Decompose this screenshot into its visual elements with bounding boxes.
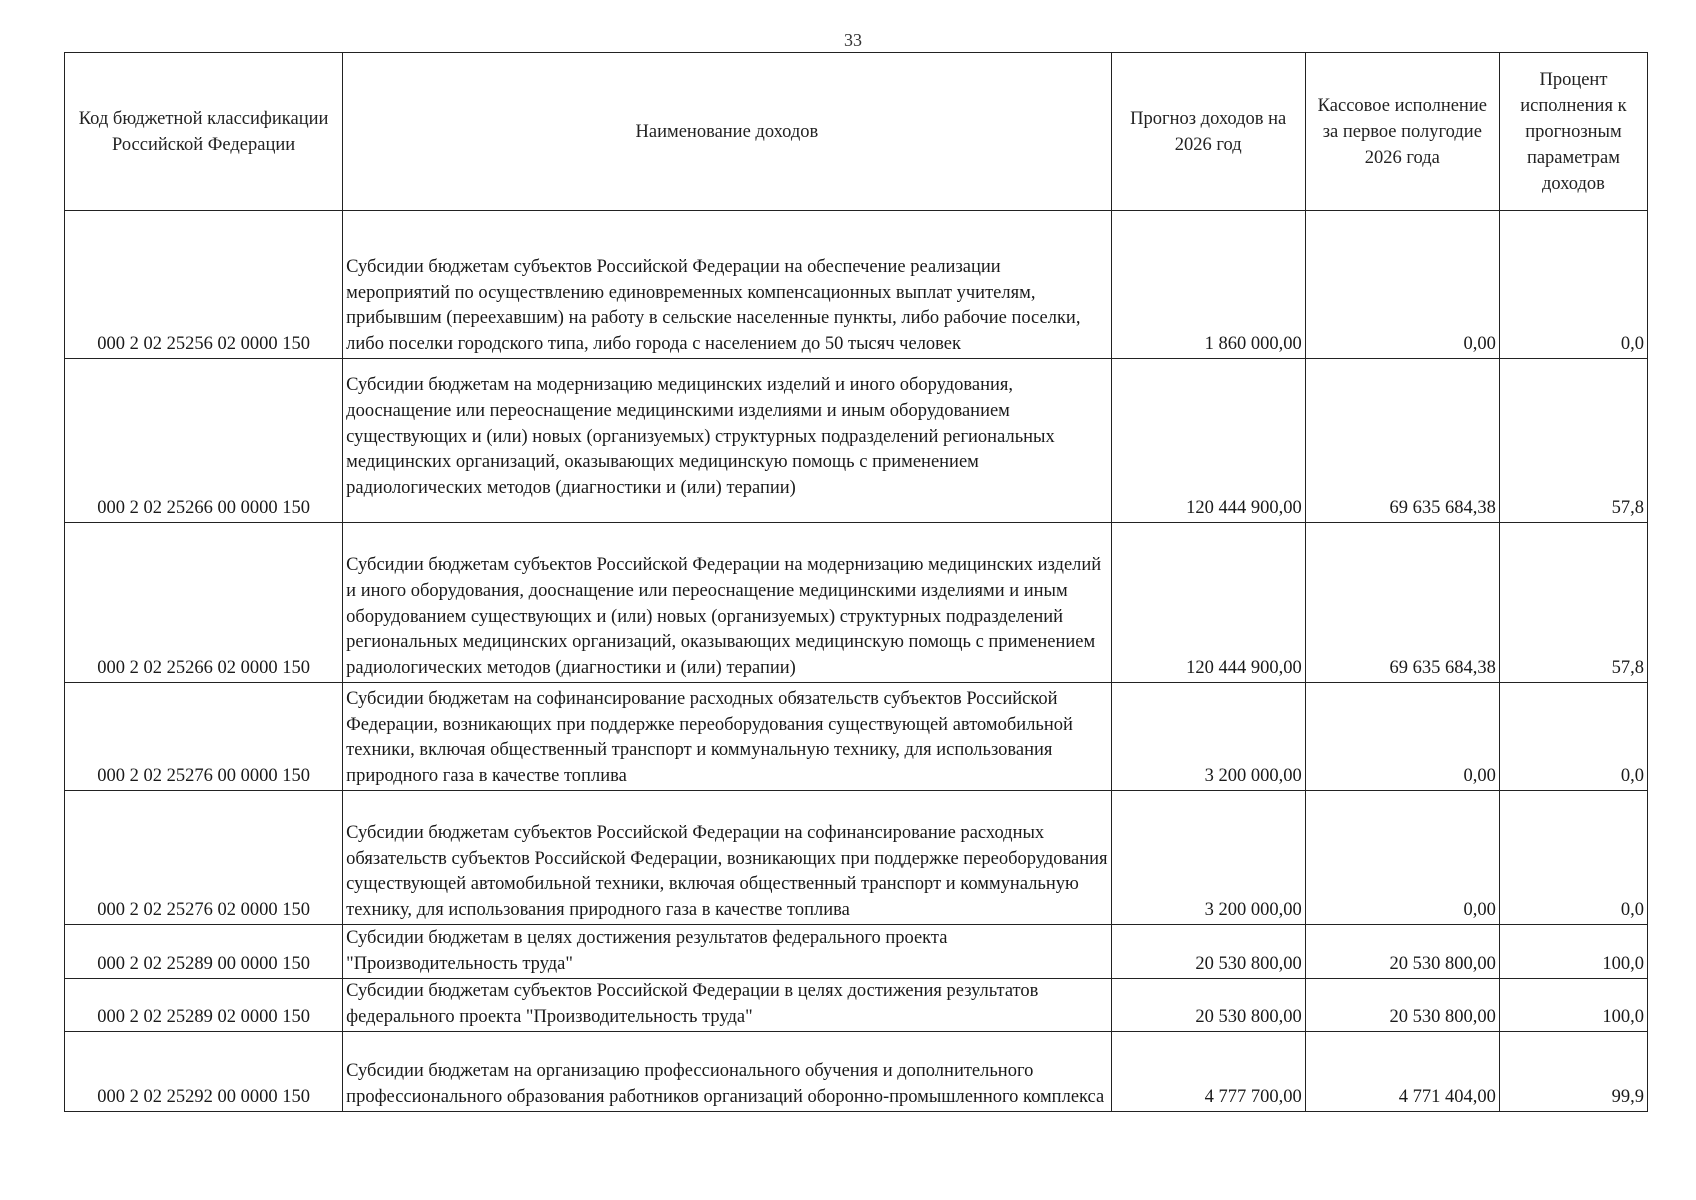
row-execution: 0,00	[1305, 211, 1499, 359]
row-execution: 20 530 800,00	[1305, 979, 1499, 1032]
table-row	[65, 1031, 1648, 1111]
table-row	[65, 211, 1648, 359]
revenue-table	[64, 52, 1648, 1112]
row-plan: 3 200 000,00	[1111, 791, 1305, 925]
row-plan: 20 530 800,00	[1111, 925, 1305, 979]
row-percent: 100,0	[1499, 979, 1647, 1032]
table-row	[65, 523, 1648, 683]
row-name: Субсидии бюджетам субъектов Российской Федерации на обеспечение реализации мероприятий по осуществлению единовременных компенсационных выплат учителям, прибывшим (переехавшим) на работу в сельские населенные пункты, либо рабочие поселки, либо поселки городского типа, либо города с населением до 50 тысяч человек	[343, 211, 1111, 359]
page-number: 33	[844, 30, 862, 50]
row-percent: 0,0	[1499, 683, 1647, 791]
header-execution: Кассовое исполнение за первое полугодие 2026 года	[1305, 53, 1499, 211]
row-name: Субсидии бюджетам на модернизацию медицинских изделий и иного оборудования, дооснащение или переоснащение медицинскими изделиями и иным оборудованием существующих и (или) новых (организуемых) структурных подразделений региональных медицинских организаций, оказывающих медицинскую помощь с применением радиологических методов (диагностики и (или) терапии)	[343, 359, 1111, 523]
row-code: 000 2 02 25256 02 0000 150	[65, 211, 343, 359]
header-name: Наименование доходов	[343, 53, 1111, 211]
header-code: Код бюджетной классификации Российской Федерации	[65, 53, 343, 211]
row-percent: 99,9	[1499, 1031, 1647, 1111]
row-plan: 4 777 700,00	[1111, 1031, 1305, 1111]
row-percent: 100,0	[1499, 925, 1647, 979]
row-execution: 20 530 800,00	[1305, 925, 1499, 979]
row-plan: 120 444 900,00	[1111, 359, 1305, 523]
row-name: Субсидии бюджетам субъектов Российской Федерации на модернизацию медицинских изделий и иного оборудования, дооснащение или переоснащение медицинскими изделиями и иным оборудованием существующих и (или) новых (организуемых) структурных подразделений региональных медицинских организаций, оказывающих медицинскую помощь с применением радиологических методов (диагностики и (или) терапии)	[343, 523, 1111, 683]
row-name: Субсидии бюджетам в целях достижения результатов федерального проекта "Производительность труда"	[343, 925, 1111, 979]
header-plan: Прогноз доходов на 2026 год	[1111, 53, 1305, 211]
row-code: 000 2 02 25276 02 0000 150	[65, 791, 343, 925]
row-percent: 0,0	[1499, 791, 1647, 925]
row-plan: 20 530 800,00	[1111, 979, 1305, 1032]
row-code: 000 2 02 25292 00 0000 150	[65, 1031, 343, 1111]
row-execution: 69 635 684,38	[1305, 523, 1499, 683]
row-code: 000 2 02 25266 00 0000 150	[65, 359, 343, 523]
table-row	[65, 359, 1648, 523]
row-code: 000 2 02 25289 02 0000 150	[65, 979, 343, 1032]
table-row	[65, 925, 1648, 979]
row-name: Субсидии бюджетам субъектов Российской Федерации в целях достижения результатов федерального проекта "Производительность труда"	[343, 979, 1111, 1032]
row-plan: 3 200 000,00	[1111, 683, 1305, 791]
row-execution: 4 771 404,00	[1305, 1031, 1499, 1111]
row-plan: 1 860 000,00	[1111, 211, 1305, 359]
row-name: Субсидии бюджетам на организацию профессионального обучения и дополнительного профессионального образования работников организаций оборонно-промышленного комплекса	[343, 1031, 1111, 1111]
row-percent: 57,8	[1499, 523, 1647, 683]
row-percent: 0,0	[1499, 211, 1647, 359]
row-code: 000 2 02 25289 00 0000 150	[65, 925, 343, 979]
row-percent: 57,8	[1499, 359, 1647, 523]
row-code: 000 2 02 25276 00 0000 150	[65, 683, 343, 791]
row-name: Субсидии бюджетам на софинансирование расходных обязательств субъектов Российской Федерации, возникающих при поддержке переоборудования существующей автомобильной техники, включая общественный транспорт и коммунальную технику, для использования природного газа в качестве топлива	[343, 683, 1111, 791]
row-code: 000 2 02 25266 02 0000 150	[65, 523, 343, 683]
row-execution: 0,00	[1305, 683, 1499, 791]
row-execution: 0,00	[1305, 791, 1499, 925]
table-row	[65, 979, 1648, 1032]
row-plan: 120 444 900,00	[1111, 523, 1305, 683]
row-name: Субсидии бюджетам субъектов Российской Федерации на софинансирование расходных обязательств субъектов Российской Федерации, возникающих при поддержке переоборудования существующей автомобильной техники, включая общественный транспорт и коммунальную технику, для использования природного газа в качестве топлива	[343, 791, 1111, 925]
row-execution: 69 635 684,38	[1305, 359, 1499, 523]
table-row	[65, 683, 1648, 791]
header-percent: Процент исполнения к прогнозным параметрам доходов	[1499, 53, 1647, 211]
table-header-row	[65, 53, 1648, 211]
table-row	[65, 791, 1648, 925]
